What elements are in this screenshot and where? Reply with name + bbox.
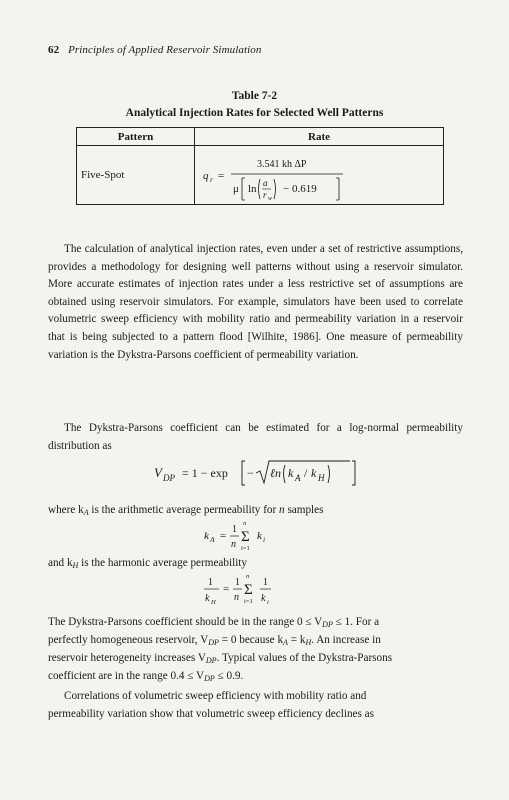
- left-paren: [259, 179, 261, 199]
- where-end: samples: [284, 504, 324, 516]
- where-sub: A: [83, 508, 89, 517]
- and-text: and k: [48, 557, 73, 569]
- and-sub: H: [72, 561, 79, 570]
- c2-sub3: H: [305, 638, 312, 647]
- eq3-k: k: [205, 593, 210, 604]
- c1b: ≤ 1. For a: [332, 616, 380, 628]
- closing-line-3: [48, 650, 463, 670]
- eq1-ka-sub: A: [295, 473, 301, 483]
- c2d: . An increase in: [311, 634, 381, 646]
- closing-line-6: permeability variation show that volumetric sweep efficiency declines as: [48, 708, 374, 720]
- rate-formula-cell: [195, 146, 444, 205]
- formula-lhs-sub: r: [210, 175, 213, 184]
- eq2-n: n: [231, 539, 236, 550]
- where-rest: is the arithmetic average permeability for: [88, 504, 280, 516]
- eq3-equals: =: [223, 583, 230, 595]
- eq3-n: n: [234, 592, 239, 603]
- eq1-minus: −: [247, 466, 254, 480]
- eq1-kh: k: [311, 466, 317, 480]
- table-header-row: [77, 128, 444, 146]
- paragraph-injection-rates: The calculation of analytical injection rates, even under a set of restrictive assumptions, provides a methodology for designing well patterns without using a reservoir simulator. More accurate estimates of injection rates under a less restrictive set of assumptions are obtained using reservoir simulators. For example, simulators have been used to correlate volumetric sweep efficiency with mobility ratio and permeability variation in a reservoir that is being subjected to a pattern flood [Wilhite, 1986]. One measure of permeability variation is the Dykstra-Parsons coefficient of permeability variation.: [48, 243, 463, 361]
- eq2-term-sub: i: [263, 535, 266, 544]
- eq2-one: 1: [232, 524, 237, 535]
- formula-constant: − 0.619: [283, 183, 317, 195]
- eq3-one2: 1: [235, 577, 240, 588]
- running-head: [48, 44, 261, 56]
- eq1-ln: ℓn: [270, 466, 281, 480]
- eq1-slash: /: [304, 466, 308, 480]
- injection-rates-table: [76, 127, 444, 205]
- eq1-prefix: = 1 − exp: [182, 466, 228, 480]
- table-title: Analytical Injection Rates for Selected Well Patterns: [125, 107, 384, 119]
- column-header-rate: Rate: [195, 128, 444, 146]
- c2a: perfectly homogeneous reservoir, V: [48, 634, 209, 646]
- c2-sub1: DP: [208, 638, 219, 647]
- where-text: where k: [48, 504, 84, 516]
- eq3-term-sub: i: [267, 599, 269, 606]
- c2-sub2: A: [283, 638, 288, 647]
- pattern-cell: Five-Spot: [77, 146, 195, 205]
- c1a: The Dykstra-Parsons coefficient should be in the range 0 ≤ V: [48, 616, 323, 628]
- and-rest: is the harmonic average permeability: [78, 557, 248, 569]
- eq3-one3: 1: [263, 577, 268, 588]
- equation-vdp: [150, 455, 390, 491]
- table-label: Table 7-2: [231, 90, 278, 102]
- eq1-left-bracket: [242, 461, 245, 485]
- eq3-one: 1: [208, 577, 213, 588]
- closing-line-4: [48, 668, 463, 688]
- formula-a: a: [263, 178, 268, 188]
- c3a: reservoir heterogeneity increases V: [48, 652, 206, 664]
- c3-sub: DP: [205, 656, 217, 665]
- formula-ln: ln: [248, 183, 257, 195]
- where-n: n: [279, 504, 285, 516]
- right-bracket: [336, 178, 339, 200]
- eq2-sum-top: n: [243, 520, 247, 527]
- eq2-sum: Σ: [241, 529, 250, 545]
- table-row: [77, 146, 444, 205]
- eq1-lhs: V: [154, 465, 162, 480]
- eq1-right-bracket: [352, 461, 355, 485]
- eq1-right-paren: [328, 465, 330, 483]
- formula-numerator: 3.541 kh ΔP: [257, 159, 307, 170]
- eq3-sum-top: n: [246, 573, 250, 580]
- column-header-pattern: Pattern: [77, 128, 195, 146]
- eq2-equals: =: [220, 530, 227, 542]
- eq1-left-paren: [284, 465, 286, 483]
- closing-line-2: [48, 632, 463, 652]
- c4-sub: DP: [204, 674, 215, 683]
- equation-kh: [202, 570, 312, 612]
- closing-line-5: Correlations of volumetric sweep efficiency with mobility ratio and: [64, 690, 367, 702]
- paragraph-dykstra-parsons-intro: The Dykstra-Parsons coefficient can be estimated for a log-normal permeability distribution as: [48, 422, 463, 452]
- page-number: 62: [48, 44, 60, 56]
- c4a: coefficient are in the range 0.4 ≤ V: [48, 670, 205, 682]
- eq2-lhs: k: [204, 530, 209, 542]
- eq2-lhs-sub: A: [210, 535, 215, 544]
- eq2-sum-bot: i=1: [241, 545, 250, 552]
- five-spot-rate-formula: [195, 146, 443, 204]
- eq1-kh-sub: H: [318, 473, 325, 483]
- eq1-ka: k: [288, 466, 294, 480]
- eq1-lhs-sub: DP: [163, 473, 175, 483]
- eq3-k-sub: H: [211, 599, 216, 606]
- c1-sub: DP: [322, 620, 333, 629]
- formula-rw: r: [263, 190, 267, 200]
- eq3-sum-bot: i=1: [244, 598, 253, 605]
- c2b: = 0 because k: [218, 634, 284, 646]
- c2c: = k: [287, 634, 306, 646]
- c4b: ≤ 0.9.: [214, 670, 244, 682]
- eq3-term: k: [261, 593, 266, 604]
- formula-rw-sub: w: [268, 196, 273, 202]
- formula-lhs: q: [203, 170, 209, 182]
- book-title: Principles of Applied Reservoir Simulation: [68, 44, 262, 56]
- equation-ka: [202, 517, 312, 557]
- right-paren: [274, 179, 276, 199]
- eq3-sum: Σ: [244, 582, 253, 598]
- left-bracket-ticks: [242, 178, 245, 200]
- closing-line-1: [48, 614, 463, 634]
- formula-equals: =: [218, 170, 225, 182]
- c3b: . Typical values of the Dykstra-Parsons: [216, 652, 393, 664]
- eq2-term: k: [257, 530, 262, 542]
- formula-mu: μ: [233, 183, 239, 195]
